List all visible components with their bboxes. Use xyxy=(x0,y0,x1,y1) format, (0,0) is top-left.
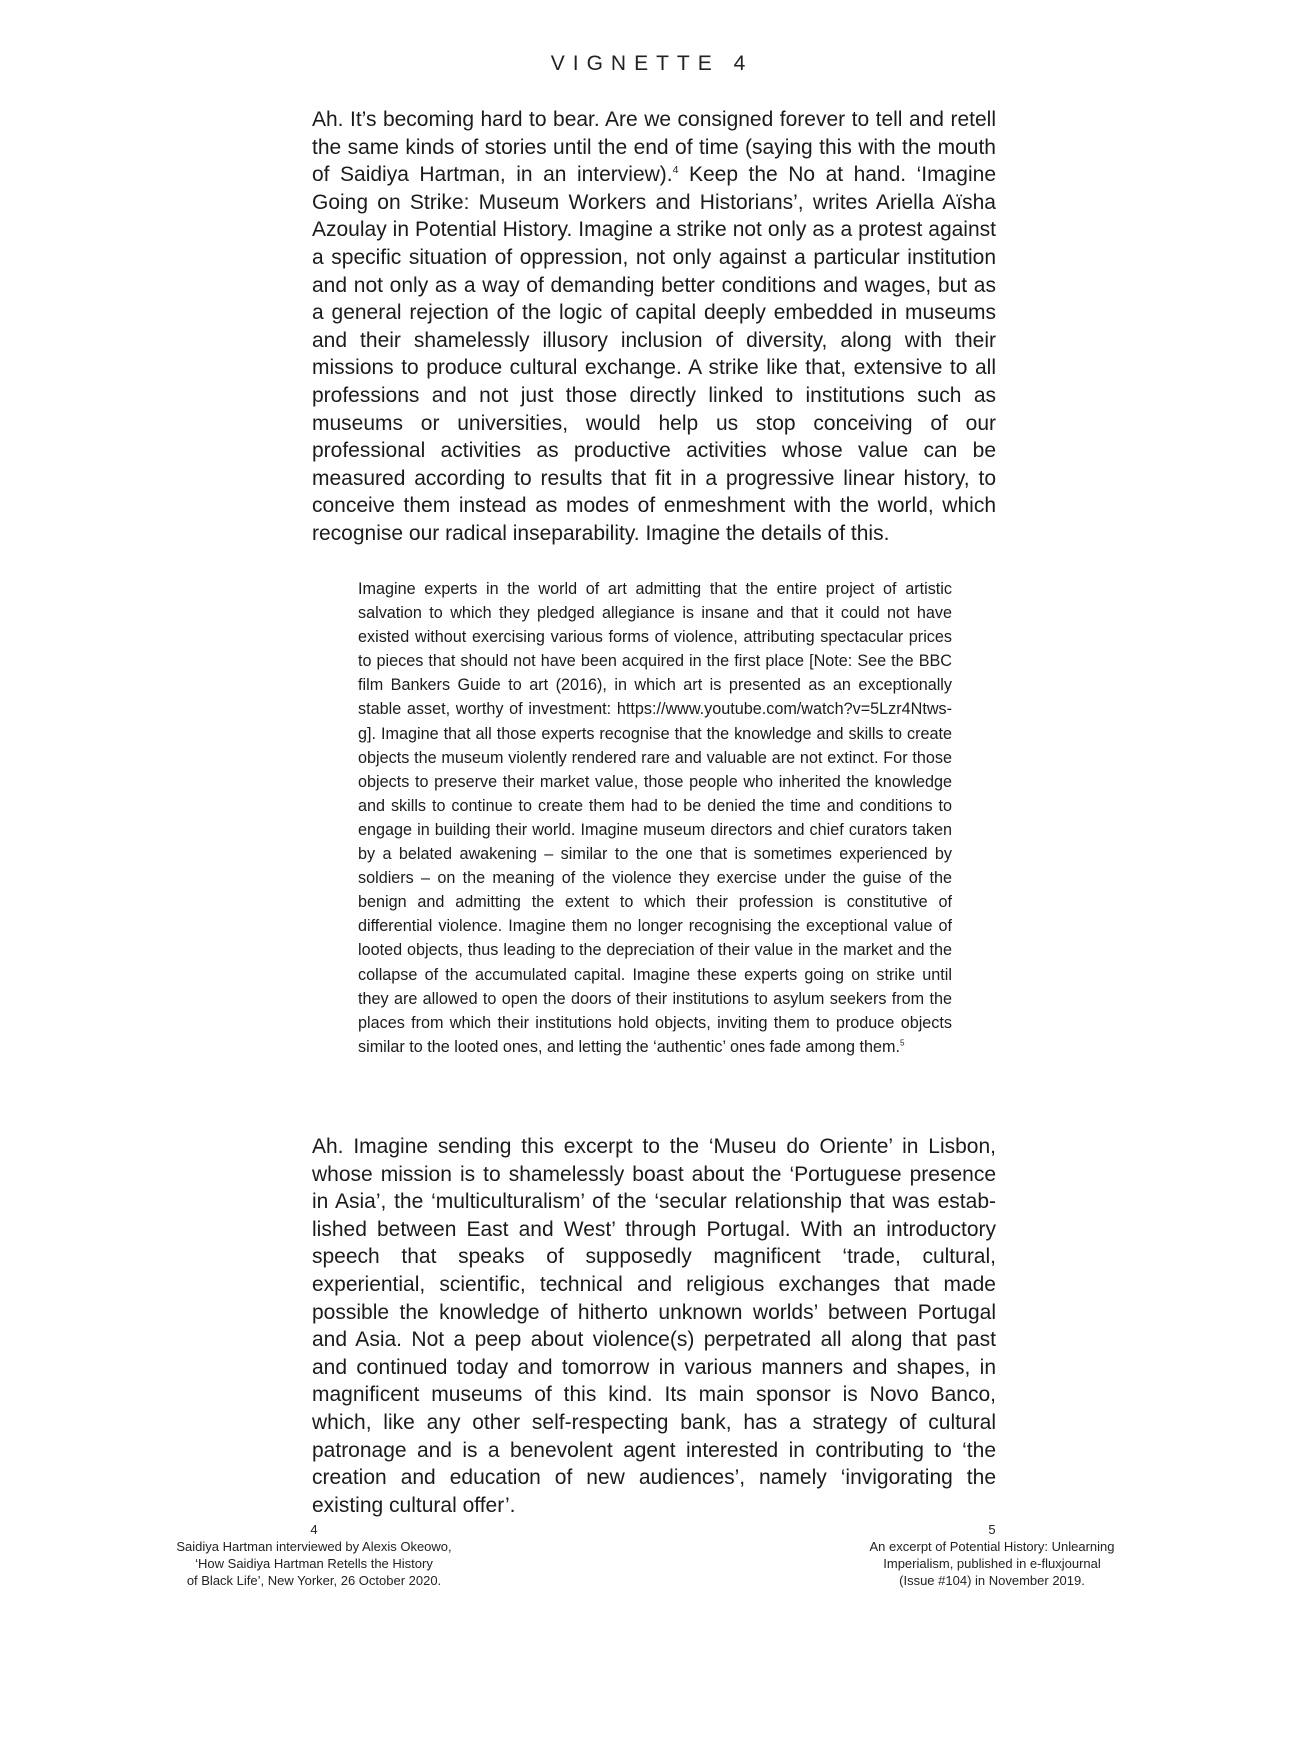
footnote-ref-5[interactable]: 5 xyxy=(900,1038,905,1048)
footnote-line: Imperialism, published in e-fluxjournal xyxy=(883,1556,1101,1571)
footnote-line: of Black Life’, New Yorker, 26 October 2020. xyxy=(186,1573,442,1588)
footnote-line: (Issue #104) in November 2019. xyxy=(899,1573,1085,1588)
body-paragraph-2: Ah. Imagine sending this excerpt to the ‘Museu do Oriente’ in Lisbon, whose mission is to shamelessly boast about the ‘Portuguese presence in Asia’, the ‘multiculturalism’ of the ‘secular relationship that was estab-lished between East and West’ through Portugal. With an introductory speech that speaks of supposedly magnificent ‘trade, cultural, experiential, scientific, technical and religious exchanges that made possible the knowledge of hitherto unknown worlds’ between Portugal and Asia. Not a peep about violence(s) perpetrated all along that past and continued today and tomorrow in various manners and shapes, in magnificent museums of this kind. Its main sponsor is Novo Banco, which, like any other self-respecting bank, has a strategy of cultural patronage and is a benevolent agent interested in contributing to ‘the creation and education of new audiences’, namely ‘invigorating the existing cultural offer’. xyxy=(312,1135,996,1517)
paragraph-1-text: Ah. It’s becoming hard to bear. Are we consigned forever to tell and retell the same kinds of stories until the end of time (saying this with the mouth of Saidiya Hartman, in an interview). xyxy=(312,108,996,187)
paragraph-1-text-continued: Keep the No at hand. ‘Imagine Going on Strike: Museum Workers and Historians’, writes Ariella Aïsha Azoulay in Potential History. Imagine a strike not only as a protest against a specific situation of oppression, not only against a particular institution and not only as a way of demanding better conditions and wages, but as a general rejection of the logic of capital deeply embedded in museums and their shamelessly illusory inclusion of diversity, along with their missions to produce cultural exchange. A strike like that, extensive to all professions and not just those directly linked to institutions such as museums or universities, would help us stop conceiving of our professional activities as productive activities whose value can be measured according to results that fit in a progressive linear history, to conceive them instead as modes of enmeshment with the world, which recognise our radical inseparability. Imagine the details of this. xyxy=(312,163,997,545)
footnote-ref-4[interactable]: 4 xyxy=(672,164,679,177)
block-quote xyxy=(358,577,952,1059)
footnote-line: Saidiya Hartman interviewed by Alexis Okeowo, xyxy=(176,1539,452,1554)
footnote-number: 4 xyxy=(310,1522,318,1537)
body-paragraph-1 xyxy=(312,106,996,548)
block-quote-text: Imagine experts in the world of art admitting that the entire project of artistic salvation to which they pledged allegiance is insane and that it could not have existed without exercising various forms of violence, attributing spectacular prices to pieces that should not have been acquired in the first place [Note: See the BBC film Bankers Guide to art (2016), in which art is presented as an exceptionally stable asset, worthy of investment: https://www.youtube.com/watch?v=5Lzr4Ntws-g]. Imagine that all those experts recognise that the knowledge and skills to create objects the museum violently rendered rare and valuable are not extinct. For those objects to preserve their market value, those people who inherited the knowledge and skills to continue to create them had to be denied the time and conditions to engage in building their world. Imagine museum directors and chief curators taken by a belated awakening – similar to the one that is sometimes experienced by soldiers – on the meaning of the violence they exercise under the guise of the benign and admitting the extent to which their profession is constitutive of differential violence. Imagine them no longer recognising the exceptional value of looted objects, thus leading to the depreciation of their value in the market and the collapse of the accumulated capital. Imagine these experts going on strike until they are allowed to open the doors of their institutions to asylum seekers from the places from which their institutions hold objects, inviting them to produce objects similar to the looted ones, and letting the ‘authentic’ ones fade among them. xyxy=(358,580,952,1056)
footnote-5 xyxy=(822,1521,1162,1589)
footnote-4 xyxy=(144,1521,484,1589)
running-head: VIGNETTE 4 xyxy=(550,52,754,75)
footnote-number: 5 xyxy=(988,1522,996,1537)
footnote-line: ‘How Saidiya Hartman Retells the History xyxy=(195,1556,433,1571)
footnote-line: An excerpt of Potential History: Unlearning xyxy=(869,1539,1115,1554)
